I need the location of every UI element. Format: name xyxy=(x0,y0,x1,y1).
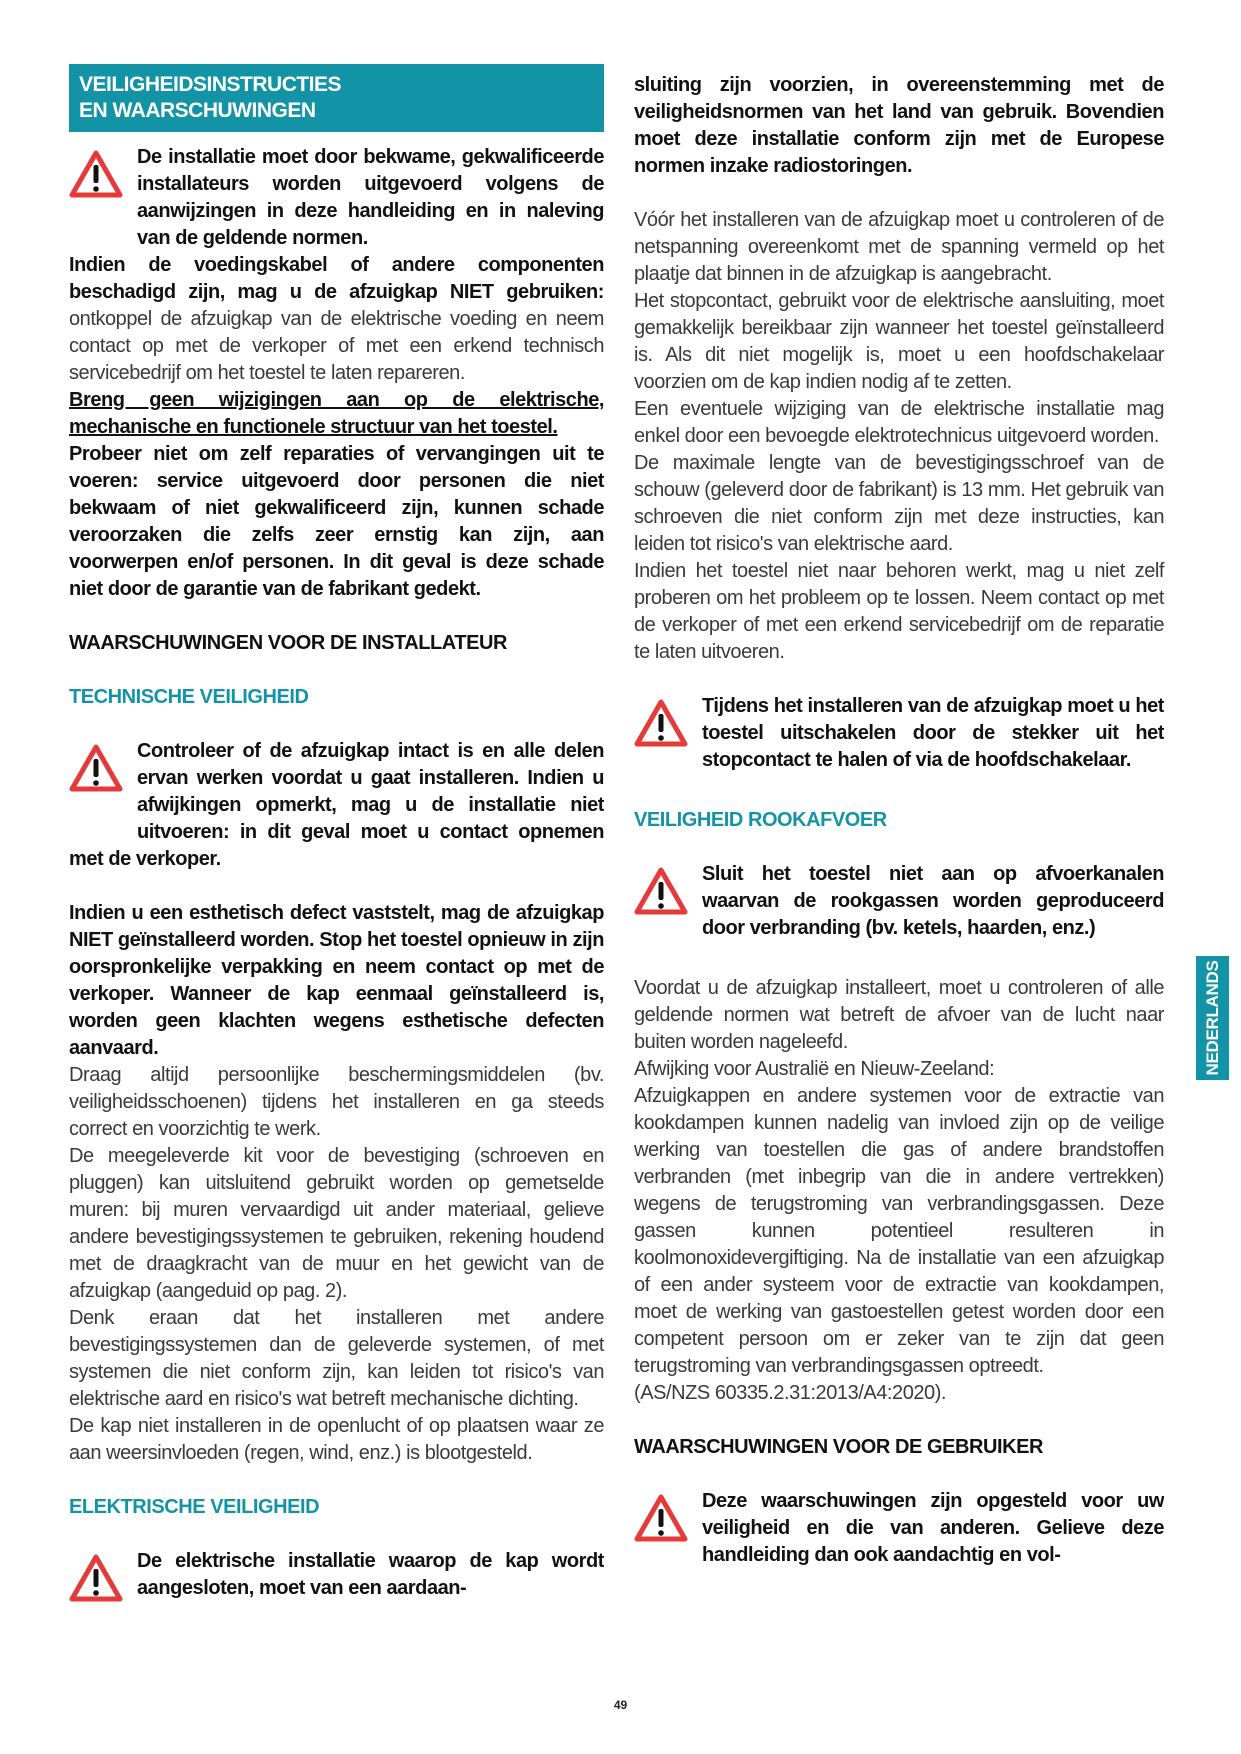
heading-electrical-safety: ELEKTRISCHE VEILIGHEID xyxy=(69,1496,320,1518)
header-title-line1: VEILIGHEIDSINSTRUCTIES xyxy=(79,73,342,96)
paragraph-outdoor: De kap niet installeren in de openlucht of op plaatsen waar ze aan weersinvloeden (regen, wind, enz.) is blootgesteld. xyxy=(69,1415,604,1464)
paragraph-cable-normal: ontkoppel de afzuigkap van de elektrische voeding en neem contact op met de verkoper of met een erkend technisch servicebedrijf om het toestel te laten repareren. xyxy=(69,308,604,384)
heading-technical-safety: TECHNISCHE VEILIGHEID xyxy=(69,686,309,708)
paragraph-installation-change: Een eventuele wijziging van de elektrische installatie mag enkel door een bevoegde elektrotechnicus uitgevoerd worden. xyxy=(634,398,1164,447)
left-column xyxy=(69,64,604,1635)
warning-text: Deze waarschuwingen zijn opgesteld voor uw veiligheid en die van anderen. Gelieve deze handleiding dan ook aandachtig en vol- xyxy=(702,1490,1164,1566)
section-header xyxy=(69,64,604,132)
heading-installer-warnings: WAARSCHUWINGEN VOOR DE INSTALLATEUR xyxy=(69,632,507,654)
paragraph-standard-reference: (AS/NZS 60335.2.31:2013/A4:2020). xyxy=(634,1382,947,1404)
warning-block xyxy=(634,1488,1164,1575)
warning-block xyxy=(69,1548,604,1635)
warning-triangle-icon xyxy=(69,744,135,825)
warning-triangle-icon xyxy=(69,150,135,231)
page-number: 49 xyxy=(613,1698,628,1712)
paragraph-aesthetic-defect: Indien u een esthetisch defect vaststelt, mag de afzuigkap NIET geïnstalleerd worden. Stop het toestel opnieuw in zijn oorspronkelijke verpakking en neem contact op met de verkoper. Wanneer de kap eenmaal geïnstalleerd is, worden geen klachten wegens esthetische defecten aanvaard. xyxy=(69,902,604,1059)
paragraph-no-repairs: Probeer niet om zelf reparaties of vervangingen uit te voeren: service uitgevoerd door personen die niet bekwaam of niet gekwalificeerd zijn, kunnen schade veroorzaken die zelfs zeer ernstig kan zijn, aan voorwerpen en/of personen. In dit geval is deze schade niet door de garantie van de fabrikant gedekt. xyxy=(69,443,604,600)
warning-text: De elektrische installatie waarop de kap wordt aangesloten, moet van een aardaan- xyxy=(137,1550,604,1599)
paragraph-australia-title: Afwijking voor Australië en Nieuw-Zeeland: xyxy=(634,1058,995,1080)
language-side-tab xyxy=(1196,956,1229,1080)
paragraph-socket: Het stopcontact, gebruikt voor de elektrische aansluiting, moet gemakkelijk bereikbaar zijn wanneer het toestel geïnstalleerd is. Als dit niet mogelijk is, moet u een hoofdschakelaar voorzien om de kap indien nodig af te zetten. xyxy=(634,290,1164,393)
warning-triangle-icon xyxy=(634,699,700,780)
warning-text: Tijdens het installeren van de afzuigkap moet u het toestel uitschakelen door de stekker uit het stopcontact te halen of via de hoofdschakelaar. xyxy=(702,695,1164,771)
paragraph-cable-bold: Indien de voedingskabel of andere componenten beschadigd zijn, mag u de afzuigkap NIET gebruiken: xyxy=(69,254,604,303)
heading-user-warnings: WAARSCHUWINGEN VOOR DE GEBRUIKER xyxy=(634,1436,1043,1458)
warning-block xyxy=(634,693,1164,780)
paragraph-other-systems: Denk eraan dat het installeren met andere bevestigingssystemen dan de geleverde systemen, of met systemen die niet conform zijn, kan leiden tot risico's van elektrische aard en risico's wat betreft mechanische dichting. xyxy=(69,1307,604,1410)
paragraph-ppe: Draag altijd persoonlijke beschermingsmiddelen (bv. veiligheidsschoenen) tijdens het installeren en ga steeds correct en voorzichtig te werk. xyxy=(69,1064,604,1140)
warning-triangle-icon xyxy=(634,867,700,948)
warning-text: Sluit het toestel niet aan op afvoerkanalen waarvan de rookgassen worden geproduceerd door verbranding (bv. ketels, haarden, enz.) xyxy=(702,863,1164,939)
paragraph-voltage: Vóór het installeren van de afzuigkap moet u controleren of de netspanning overeenkomt met de spanning vermeld op het plaatje dat binnen in de afzuigkap is aangebracht. xyxy=(634,209,1164,285)
right-column xyxy=(634,72,1164,1575)
warning-block xyxy=(69,738,604,873)
language-label: NEDERLANDS xyxy=(1202,960,1222,1076)
paragraph-exhaust-norms: Voordat u de afzuigkap installeert, moet u controleren of alle geldende normen wat betreft de afvoer van de lucht naar buiten worden nageleefd. xyxy=(634,977,1164,1053)
paragraph-earthing-continued: sluiting zijn voorzien, in overeenstemming met de veiligheidsnormen van het land van gebruik. Bovendien moet deze installatie conform zijn met de Europese normen inzake radiostoringen. xyxy=(634,74,1164,177)
warning-block xyxy=(69,144,604,252)
paragraph-screw-length: De maximale lengte van de bevestigingsschroef van de schouw (geleverd door de fabrikant) is 13 mm. Het gebruik van schroeven die niet conform zijn met deze instructies, kan leiden tot risico's van elektrische aard. xyxy=(634,452,1164,555)
warning-triangle-icon xyxy=(69,1554,135,1635)
warning-text: De installatie moet door bekwame, gekwalificeerde installateurs worden uitgevoerd volgens de aanwijzingen in deze handleiding en in naleving van de geldende normen. xyxy=(137,146,604,249)
header-title-line2: EN WAARSCHUWINGEN xyxy=(79,99,316,122)
paragraph-cable xyxy=(69,252,604,387)
paragraph-australia: Afzuigkappen en andere systemen voor de extractie van kookdampen kunnen nadelig van invloed zijn op de veilige werking van toestellen die gas of andere brandstoffen verbranden (met inbegrip van die in andere vertrekken) wegens de terugstroming van verbrandingsgassen. Deze gassen kunnen potentieel resulteren in koolmonoxidevergiftiging. Na de installatie van een afzuigkap of een ander systeem voor de extractie van kookdampen, moet de werking van gastoestellen getest worden door een competent persoon om er zeker van te zijn dat geen terugstroming van verbrandingsgassen optreedt. xyxy=(634,1085,1164,1377)
heading-smoke-safety: VEILIGHEID ROOKAFVOER xyxy=(634,809,887,831)
warning-triangle-icon xyxy=(634,1494,700,1575)
paragraph-malfunction: Indien het toestel niet naar behoren werkt, mag u niet zelf proberen om het probleem op te lossen. Neem contact op met de verkoper of met een erkend servicebedrijf om de reparatie te laten uitvoeren. xyxy=(634,560,1164,663)
warning-block xyxy=(634,861,1164,948)
warning-text: Controleer of de afzuigkap intact is en alle delen ervan werken voordat u gaat installeren. Indien u afwijkingen opmerkt, mag u de installatie niet uitvoeren: in dit geval moet u contact opnemen met de verkoper. xyxy=(69,740,604,870)
paragraph-fixing-kit: De meegeleverde kit voor de bevestiging (schroeven en pluggen) kan uitsluitend gebruikt worden op gemetselde muren: bij muren vervaardigd uit ander materiaal, gelieve andere bevestigingssystemen te gebruiken, rekening houdend met de draagkracht van de muur en het gewicht van de afzuigkap (aangeduid op pag. 2). xyxy=(69,1145,604,1302)
paragraph-no-modifications: Breng geen wijzigingen aan op de elektrische, mechanische en functionele structuur van het toestel. xyxy=(69,389,604,438)
